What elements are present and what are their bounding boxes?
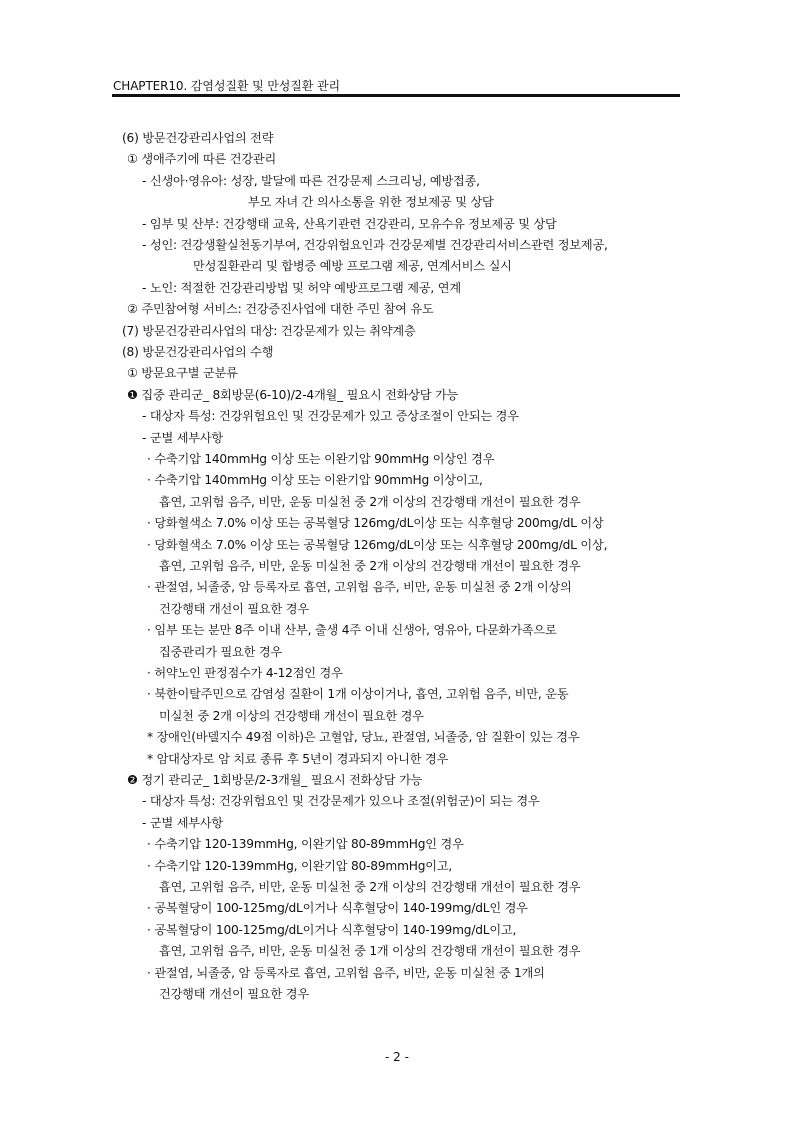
- text-line: - 대상자 특성: 건강위험요인 및 건강문제가 있으나 조절(위험군)이 되는 경우: [142, 794, 540, 809]
- text-line: · 임부 또는 분만 8주 이내 산부, 출생 4주 이내 신생아, 영유아, 다문화가족으로: [147, 623, 557, 638]
- page-number: - 2 -: [385, 1050, 409, 1064]
- text-line: 흡연, 고위험 음주, 비만, 운동 미실천 중 2개 이상의 건강행태 개선이 필요한 경우: [159, 559, 581, 573]
- header-rule: [112, 94, 680, 97]
- text-line: 부모 자녀 간 의사소통을 위한 정보제공 및 상담: [248, 195, 494, 210]
- text-line: 흡연, 고위험 음주, 비만, 운동 미실천 중 2개 이상의 건강행태 개선이 필요한 경우: [159, 880, 581, 894]
- text-line: - 군별 세부사항: [142, 430, 223, 445]
- text-line: - 대상자 특성: 건강위험요인 및 건강문제가 있고 증상조절이 안되는 경우: [142, 409, 519, 424]
- text-line: · 공복혈당이 100-125mg/dL이거나 식후혈당이 140-199mg/dL이고,: [147, 922, 517, 937]
- text-line: - 노인: 적절한 건강관리방법 및 허약 예방프로그램 제공, 연계: [142, 280, 461, 295]
- text-line: 집중관리가 필요한 경우: [159, 644, 283, 659]
- text-line: · 관절염, 뇌졸중, 암 등록자로 흡연, 고위험 음주, 비만, 운동 미실천 중 1개의: [147, 965, 545, 980]
- text-line: 만성질환관리 및 합병증 예방 프로그램 제공, 연계서비스 실시: [193, 259, 512, 274]
- text-line: · 수축기압 120-139mmHg, 이완기압 80-89mmHg이고,: [147, 858, 453, 873]
- text-line: · 당화혈색소 7.0% 이상 또는 공복혈당 126mg/dL이상 또는 식후혈당 200mg/dL 이상,: [147, 537, 608, 552]
- text-line: - 군별 세부사항: [142, 815, 223, 830]
- text-line: 흡연, 고위험 음주, 비만, 운동 미실천 중 1개 이상의 건강행태 개선이 필요한 경우: [159, 944, 581, 959]
- text-line: 건강행태 개선이 필요한 경우: [159, 987, 309, 1001]
- text-line: (7) 방문건강관리사업의 대상: 건강문제가 있는 취약계층: [122, 323, 416, 338]
- text-line: - 신생아·영유아: 성장, 발달에 따른 건강문제 스크리닝, 예방접종,: [142, 173, 480, 188]
- text-line: · 수축기압 140mmHg 이상 또는 이완기압 90mmHg 이상이고,: [147, 473, 483, 488]
- text-line: ❷ 정기 관리군_ 1회방문/2-3개월_ 필요시 전화상담 가능: [127, 773, 423, 787]
- text-line: - 임부 및 산부: 건강행태 교육, 산욕기관련 건강관리, 모유수유 정보제공 및 상담: [142, 216, 557, 231]
- text-line: ① 방문요구별 군분류: [127, 366, 238, 381]
- text-line: 미실천 중 2개 이상의 건강행태 개선이 필요한 경우: [159, 708, 424, 723]
- text-line: · 허약노인 판정점수가 4-12점인 경우: [147, 666, 343, 680]
- text-line: * 장애인(바델지수 49점 이하)은 고혈압, 당뇨, 관절염, 뇌졸중, 암 질환이 있는 경우: [147, 730, 580, 745]
- text-line: ② 주민참여형 서비스: 건강증진사업에 대한 주민 참여 유도: [127, 302, 434, 317]
- text-line: 흡연, 고위험 음주, 비만, 운동 미실천 중 2개 이상의 건강행태 개선이 필요한 경우: [159, 494, 581, 509]
- text-line: 건강행태 개선이 필요한 경우: [159, 601, 309, 616]
- text-line: ❶ 집중 관리군_ 8회방문(6-10)/2-4개월_ 필요시 전화상담 가능: [127, 387, 459, 402]
- text-line: · 관절염, 뇌졸중, 암 등록자로 흡연, 고위험 음주, 비만, 운동 미실천 중 2개 이상의: [147, 580, 572, 595]
- text-line: · 당화혈색소 7.0% 이상 또는 공복혈당 126mg/dL이상 또는 식후혈당 200mg/dL 이상: [147, 516, 604, 531]
- chapter-header: CHAPTER10. 감염성질환 및 만성질환 관리: [113, 79, 340, 93]
- text-line: · 수축기압 140mmHg 이상 또는 이완기압 90mmHg 이상인 경우: [147, 452, 495, 466]
- text-line: · 공복혈당이 100-125mg/dL이거나 식후혈당이 140-199mg/dL인 경우: [147, 901, 528, 916]
- text-line: (6) 방문건강관리사업의 전략: [122, 131, 274, 145]
- text-line: (8) 방문건강관리사업의 수행: [122, 345, 274, 359]
- text-line: · 북한이탈주민으로 감염성 질환이 1개 이상이거나, 흡연, 고위험 음주, 비만, 운동: [147, 687, 569, 702]
- text-line: · 수축기압 120-139mmHg, 이완기압 80-89mmHg인 경우: [147, 837, 464, 852]
- text-line: - 성인: 건강생활실천동기부여, 건강위험요인과 건강문제별 건강관리서비스관련 정보제공,: [142, 238, 608, 252]
- text-line: * 암대상자로 암 치료 종류 후 5년이 경과되지 아니한 경우: [147, 751, 449, 766]
- text-line: ① 생애주기에 따른 건강관리: [127, 152, 277, 167]
